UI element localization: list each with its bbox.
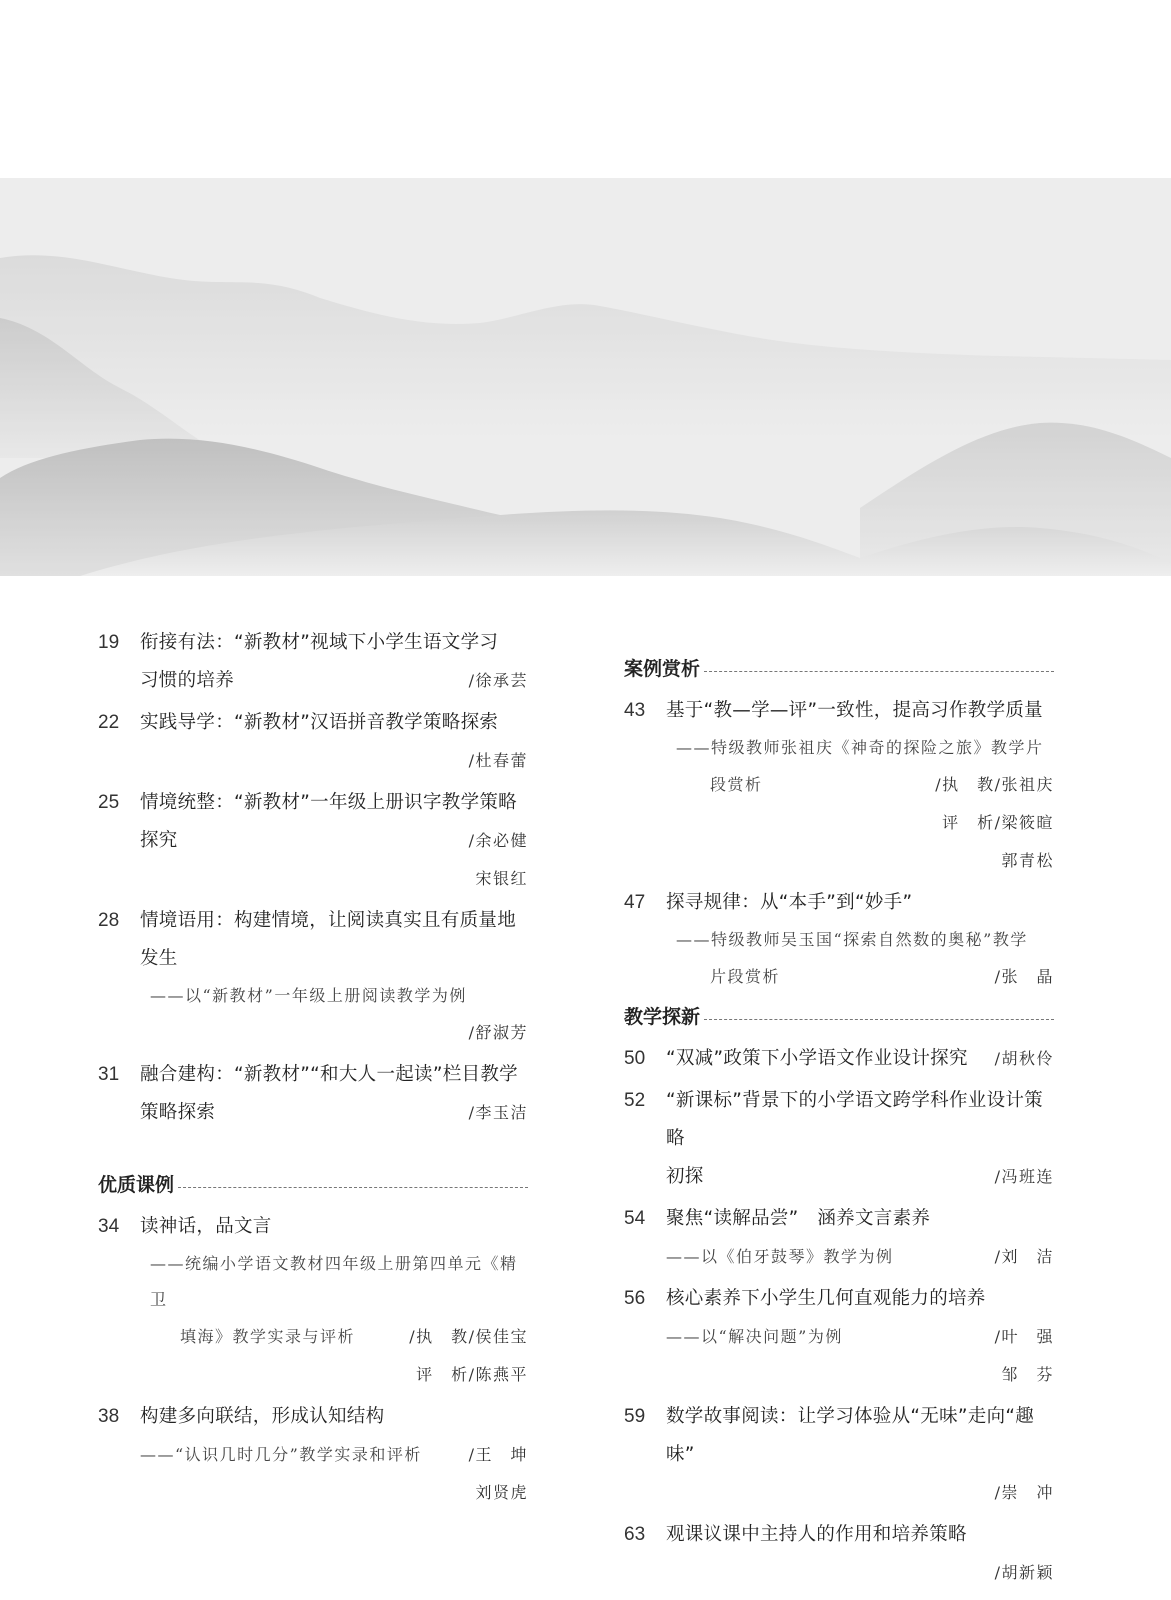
toc-entry-43[interactable] (624, 692, 1054, 880)
page-number: 19 (98, 632, 120, 653)
article-title: “新课标”背景下的小学语文跨学科作业设计策略 (666, 1090, 1043, 1149)
article-subtitle: ——统编小学语文教材四年级上册第四单元《精卫 (150, 1254, 518, 1309)
article-title-cont: 习惯的培养 (140, 670, 235, 691)
author: /胡新颖 (994, 1563, 1054, 1582)
article-title-cont: 策略探索 (140, 1102, 216, 1123)
author-teacher: /执 教/张祖庆 (935, 775, 1054, 794)
landscape-banner (0, 178, 1171, 576)
article-title: 构建多向联结，形成认知结构 (140, 1406, 385, 1427)
article-title-cont: 初探 (666, 1166, 704, 1187)
author-second: 宋银红 (475, 869, 528, 888)
section-label: 案例赏析 (624, 658, 701, 680)
article-subtitle: ——特级教师张祖庆《神奇的探险之旅》教学片 (676, 738, 1044, 757)
article-title: 情境统整：“新教材”一年级上册识字教学策略 (140, 792, 517, 813)
toc-left-column (98, 624, 528, 1516)
toc-entry-63[interactable] (624, 1516, 1054, 1592)
page-number: 56 (624, 1288, 646, 1309)
author-reviewer-second: 郭青松 (1001, 851, 1054, 870)
article-title-cont: 探究 (140, 830, 178, 851)
toc-entry-59[interactable] (624, 1398, 1054, 1512)
page-number: 54 (624, 1208, 646, 1229)
author: /舒淑芳 (468, 1023, 528, 1042)
author: /杜春蕾 (468, 751, 528, 770)
article-title: 聚焦“读解品尝” 涵养文言素养 (666, 1208, 931, 1229)
toc-entry-38[interactable] (98, 1398, 528, 1512)
mountain-landscape-illustration (0, 178, 1171, 576)
toc-entry-22[interactable] (98, 704, 528, 780)
author-teacher: /执 教/侯佳宝 (409, 1327, 528, 1346)
article-title: “双减”政策下小学语文作业设计探究 (666, 1048, 968, 1069)
article-title: 探寻规律：从“本手”到“妙手” (666, 892, 913, 913)
author: /李玉洁 (468, 1103, 528, 1122)
article-title: 衔接有法：“新教材”视域下小学生语文学习 (140, 632, 499, 653)
author: /张 晶 (994, 967, 1054, 986)
article-title: 观课议课中主持人的作用和培养策略 (666, 1524, 967, 1545)
page-number: 52 (624, 1090, 646, 1111)
author-reviewer: 评 析/梁筱暄 (942, 813, 1054, 832)
article-title: 基于“教—学—评”一致性，提高习作教学质量 (666, 700, 1043, 721)
article-title: 读神话，品文言 (140, 1216, 272, 1237)
page-number: 50 (624, 1048, 646, 1069)
section-divider (704, 671, 1054, 672)
section-header-tanxin (624, 1000, 1054, 1034)
article-title: 数学故事阅读：让学习体验从“无味”走向“趣味” (666, 1406, 1035, 1465)
page-number: 28 (98, 910, 120, 931)
page-number: 47 (624, 892, 646, 913)
article-subtitle-cont: 片段赏析 (710, 967, 781, 986)
article-title: 融合建构：“新教材”“和大人一起读”栏目教学 (140, 1064, 518, 1085)
article-subtitle: ——“认识几时几分”教学实录和评析 (140, 1445, 422, 1464)
section-label: 优质课例 (98, 1174, 175, 1196)
article-title: 情境语用：构建情境，让阅读真实且有质量地发生 (140, 910, 517, 969)
article-title: 核心素养下小学生几何直观能力的培养 (666, 1288, 986, 1309)
article-subtitle: ——以“新教材”一年级上册阅读教学为例 (150, 986, 467, 1005)
toc-entry-47[interactable] (624, 884, 1054, 996)
author-second: 邹 芬 (1001, 1365, 1054, 1384)
toc-right-column (624, 650, 1054, 1596)
author: /冯班连 (994, 1167, 1054, 1186)
page-number: 31 (98, 1064, 120, 1085)
toc-entry-28[interactable] (98, 902, 528, 1052)
author: /胡秋伶 (994, 1049, 1054, 1068)
toc-entry-25[interactable] (98, 784, 528, 898)
toc-entry-34[interactable] (98, 1208, 528, 1394)
author: /叶 强 (994, 1327, 1054, 1346)
article-subtitle: ——以《伯牙鼓琴》教学为例 (666, 1247, 894, 1266)
page-number: 43 (624, 700, 646, 721)
page-number: 34 (98, 1216, 120, 1237)
article-subtitle: ——以“解决问题”为例 (666, 1327, 843, 1346)
page-number: 25 (98, 792, 120, 813)
article-subtitle-cont: 段赏析 (710, 775, 763, 794)
author: /崇 冲 (994, 1483, 1054, 1502)
page-number: 38 (98, 1406, 120, 1427)
page-number: 63 (624, 1524, 646, 1545)
toc-entry-31[interactable] (98, 1056, 528, 1132)
section-divider (178, 1187, 528, 1188)
article-subtitle-cont: 填海》教学实录与评析 (180, 1327, 356, 1346)
article-title: 实践导学：“新教材”汉语拼音教学策略探索 (140, 712, 499, 733)
page-number: 59 (624, 1406, 646, 1427)
toc-entry-50[interactable] (624, 1040, 1054, 1078)
section-label: 教学探新 (624, 1006, 701, 1028)
toc-entry-54[interactable] (624, 1200, 1054, 1276)
author: /刘 洁 (994, 1247, 1054, 1266)
author-reviewer: 评 析/陈燕平 (416, 1365, 528, 1384)
section-header-anli (624, 652, 1054, 686)
section-header-youzhi (98, 1168, 528, 1202)
section-divider (704, 1019, 1054, 1020)
author: /余必健 (468, 831, 528, 850)
page-number: 22 (98, 712, 120, 733)
toc-entry-19[interactable] (98, 624, 528, 700)
author-second: 刘贤虎 (475, 1483, 528, 1502)
toc-entry-52[interactable] (624, 1082, 1054, 1196)
toc-entry-56[interactable] (624, 1280, 1054, 1394)
author: /徐承芸 (468, 671, 528, 690)
article-subtitle: ——特级教师吴玉国“探索自然数的奥秘”教学 (676, 930, 1028, 949)
author: /王 坤 (468, 1445, 528, 1464)
